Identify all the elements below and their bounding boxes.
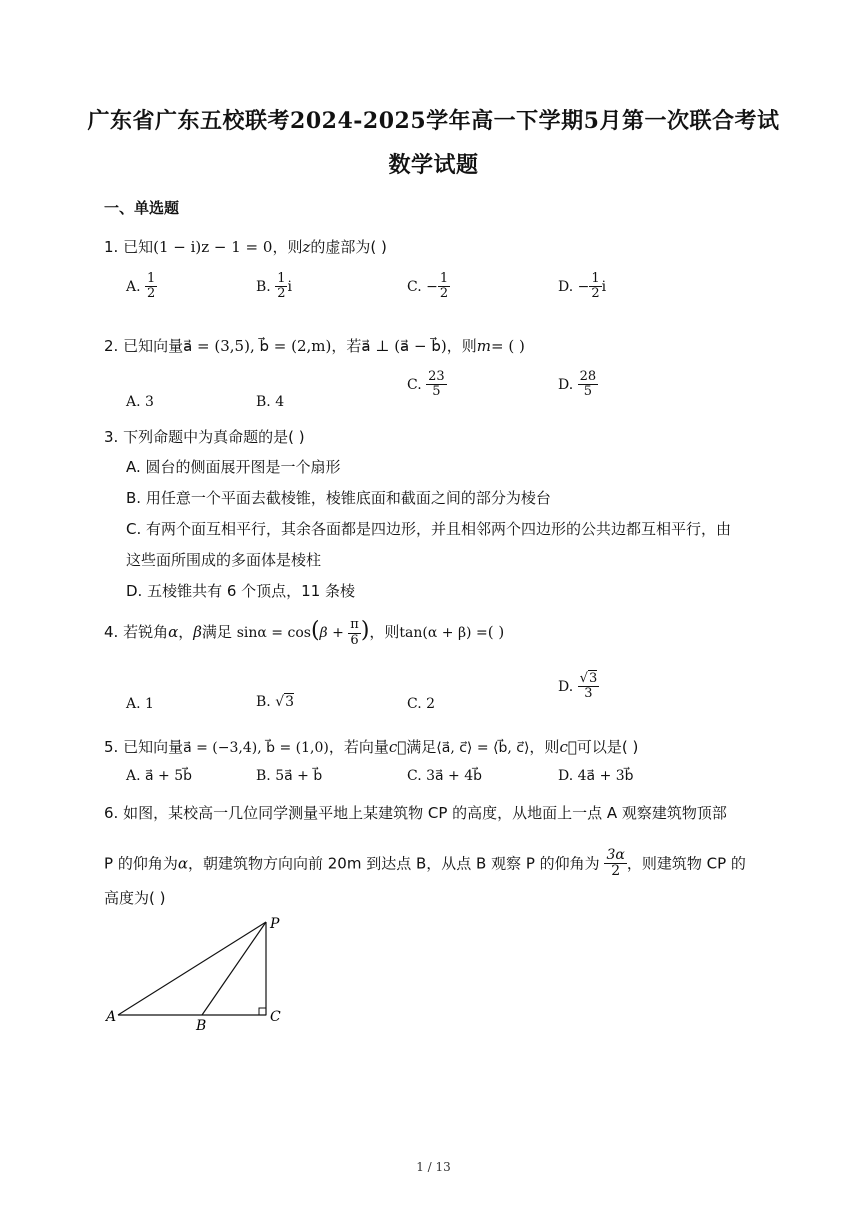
section-heading: 一、单选题 — [104, 199, 180, 217]
right-angle-mark — [259, 1008, 266, 1015]
option-c[interactable]: C. 2 — [407, 696, 436, 712]
line-bp — [202, 922, 266, 1015]
question-1-stem: 1. 已知(1 − i)z − 1 = 0，则z的虚部为( ) — [104, 238, 387, 256]
exam-title: 广东省广东五校联考2024-2025学年高一下学期5月第一次联合考试 — [87, 108, 780, 134]
option-b[interactable]: B. $\frac{1}{2}$ i — [256, 271, 292, 302]
option-d[interactable]: D. 五棱锥共有 6 个顶点，11 条棱 — [126, 582, 356, 600]
option-a[interactable]: A. 圆台的侧面展开图是一个扇形 — [126, 458, 341, 476]
option-a[interactable]: A. 3 — [126, 394, 154, 410]
question-6-stem-line2: P 的仰角为α，朝建筑物方向向前 20m 到达点 B，从点 B 观察 P 的仰角为 $\frac{3\alpha}{2}$ ，则建筑物 CP 的 — [104, 847, 746, 880]
page-number: 1 / 13 — [416, 1160, 451, 1174]
question-3-stem: 3. 下列命题中为真命题的是( ) — [104, 428, 305, 446]
option-a[interactable]: A. $\frac{1}{2}$ — [126, 271, 156, 302]
option-d[interactable]: D. − $\frac{1}{2}$ i — [558, 271, 607, 302]
label-c: C — [270, 1009, 281, 1025]
option-d[interactable]: D. 4a⃗ + 3b⃗ — [558, 768, 634, 784]
label-b: B — [196, 1018, 207, 1034]
option-c-continued: 这些面所围成的多面体是棱柱 — [126, 551, 322, 569]
option-d[interactable]: D. $\frac{√3}{3}$ — [558, 671, 598, 702]
option-a[interactable]: A. a⃗ + 5b⃗ — [126, 768, 193, 784]
exam-subtitle: 数学试题 — [388, 152, 479, 178]
question-4-stem: 4. 若锐角α，β满足 sinα = cos(β + $\frac{\pi}{6}$ )，则tan(α + β) =( ) — [104, 617, 505, 648]
option-c[interactable]: C. 3a⃗ + 4b⃗ — [407, 768, 483, 784]
question-5-stem: 5. 已知向量a⃗ = (−3,4), b⃗ = (1,0)，若向量c⃗满足⟨a⃗, c⃗⟩ = ⟨b⃗, c⃗⟩，则c⃗可以是( ) — [104, 738, 639, 756]
option-c[interactable]: C. $\frac{23}{5}$ — [407, 369, 445, 400]
line-ap — [118, 922, 266, 1015]
option-c[interactable]: C. 有两个面互相平行，其余各面都是四边形，并且相邻两个四边形的公共边都互相平行，由 — [126, 520, 732, 538]
option-c[interactable]: C. − $\frac{1}{2}$ — [407, 271, 449, 302]
option-b[interactable]: B. 用任意一个平面去截棱锥，棱锥底面和截面之间的部分为棱台 — [126, 489, 551, 507]
triangle-figure — [100, 912, 300, 1042]
option-d[interactable]: D. $\frac{28}{5}$ — [558, 369, 597, 400]
label-a: A — [106, 1009, 117, 1025]
option-b[interactable]: B. 4 — [256, 394, 285, 410]
option-b[interactable]: B. √3 — [256, 694, 295, 710]
label-p: P — [270, 916, 280, 932]
option-b[interactable]: B. 5a⃗ + b⃗ — [256, 768, 323, 784]
question-6-stem-line1: 6. 如图，某校高一几位同学测量平地上某建筑物 CP 的高度，从地面上一点 A 观察建筑物顶部 — [104, 804, 727, 822]
option-a[interactable]: A. 1 — [126, 696, 154, 712]
question-2-stem: 2. 已知向量a⃗ = (3,5), b⃗ = (2,m)，若a⃗ ⊥ (a⃗ − b⃗)，则m= ( ) — [104, 337, 525, 355]
question-6-stem-line3: 高度为( ) — [104, 889, 166, 907]
